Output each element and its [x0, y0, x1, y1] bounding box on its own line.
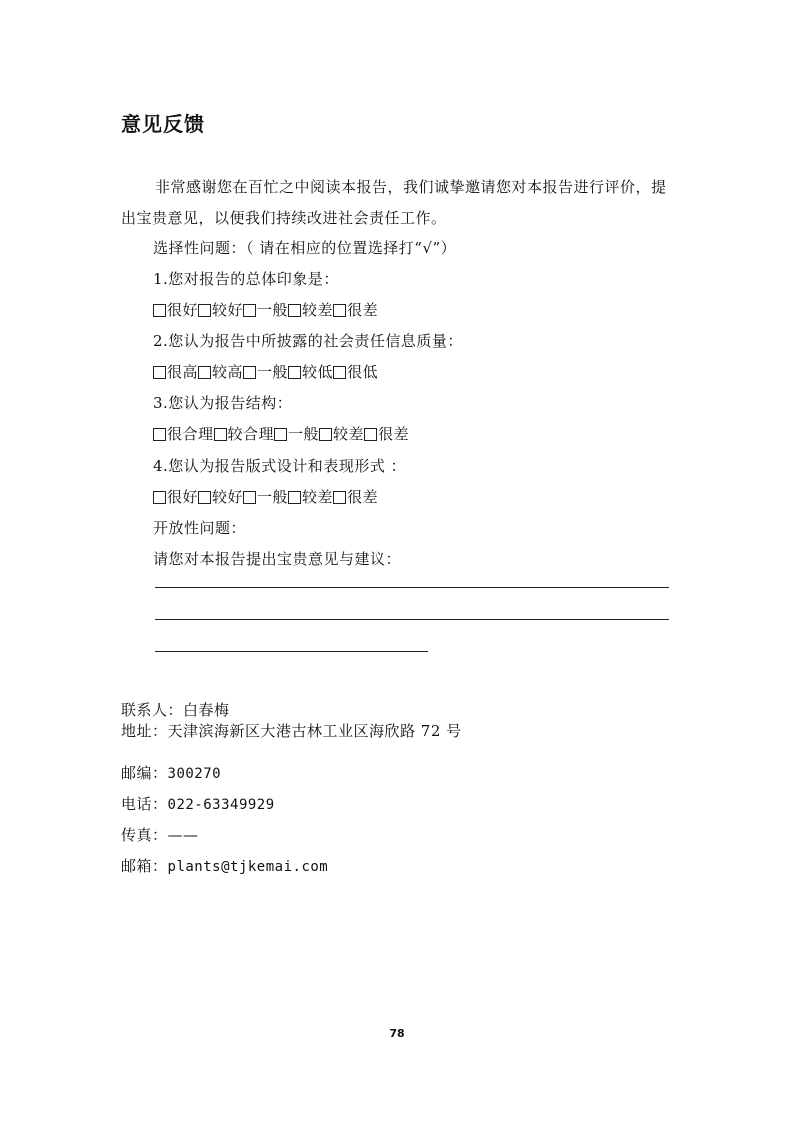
- answer-line[interactable]: [155, 619, 669, 620]
- option-checkbox[interactable]: 很差: [364, 424, 409, 444]
- contact-email: 邮箱：plants@tjkemai.com: [121, 857, 329, 875]
- question-1-options: [153, 300, 378, 322]
- checkbox-icon[interactable]: [243, 366, 256, 379]
- contact-fax: 传真：——: [121, 826, 199, 844]
- answer-line[interactable]: [155, 651, 428, 652]
- checkbox-icon[interactable]: [153, 491, 166, 504]
- question-4-options: [153, 487, 378, 509]
- checkbox-icon[interactable]: [198, 491, 211, 504]
- page-title: 意见反馈: [121, 112, 205, 136]
- option-checkbox[interactable]: 较差: [288, 300, 333, 320]
- contact-address: 地址：天津滨海新区大港古林工业区海欣路 72 号: [121, 722, 462, 740]
- option-checkbox[interactable]: 很合理: [153, 424, 214, 444]
- checkbox-icon[interactable]: [364, 428, 377, 441]
- answer-line[interactable]: [155, 587, 669, 588]
- checkbox-icon[interactable]: [274, 428, 287, 441]
- option-checkbox[interactable]: 较差: [288, 487, 333, 507]
- option-checkbox[interactable]: 很差: [333, 487, 378, 507]
- question-2-options: [153, 362, 378, 384]
- contact-postcode: 邮编：300270: [121, 764, 222, 782]
- question-3-text: 3.您认为报告结构：: [153, 394, 293, 412]
- checkbox-icon[interactable]: [319, 428, 332, 441]
- option-checkbox[interactable]: 一般: [243, 362, 288, 382]
- checkbox-icon[interactable]: [153, 428, 166, 441]
- checkbox-icon[interactable]: [333, 304, 346, 317]
- checkbox-icon[interactable]: [333, 491, 346, 504]
- page-number: 78: [389, 1027, 405, 1040]
- contact-person: 联系人：白春梅: [121, 701, 230, 719]
- option-checkbox[interactable]: 较合理: [214, 424, 275, 444]
- checkbox-icon[interactable]: [288, 304, 301, 317]
- open-question-prompt: 请您对本报告提出宝贵意见与建议：: [153, 550, 402, 568]
- question-2-text: 2.您认为报告中所披露的社会责任信息质量：: [153, 332, 463, 350]
- checkbox-icon[interactable]: [333, 366, 346, 379]
- option-checkbox[interactable]: 很高: [153, 362, 198, 382]
- checkbox-icon[interactable]: [243, 491, 256, 504]
- option-checkbox[interactable]: 很差: [333, 300, 378, 320]
- open-questions-heading: 开放性问题：: [153, 519, 247, 537]
- option-checkbox[interactable]: 较低: [288, 362, 333, 382]
- checkbox-icon[interactable]: [198, 366, 211, 379]
- checkbox-icon[interactable]: [288, 366, 301, 379]
- question-4-text: 4.您认为报告版式设计和表现形式 ：: [153, 457, 407, 475]
- closed-questions-heading: 选择性问题：（ 请在相应的位置选择打“√”）: [153, 239, 457, 257]
- option-checkbox[interactable]: 较好: [198, 300, 243, 320]
- option-checkbox[interactable]: 一般: [243, 300, 288, 320]
- question-3-options: [153, 424, 409, 446]
- checkbox-icon[interactable]: [214, 428, 227, 441]
- checkbox-icon[interactable]: [153, 304, 166, 317]
- option-checkbox[interactable]: 较好: [198, 487, 243, 507]
- intro-paragraph: 非常感谢您在百忙之中阅读本报告，我们诚挚邀请您对本报告进行评价，提出宝贵意见，以便我们持续改进社会责任工作。: [121, 178, 667, 227]
- checkbox-icon[interactable]: [288, 491, 301, 504]
- option-checkbox[interactable]: 较高: [198, 362, 243, 382]
- question-1-text: 1.您对报告的总体印象是：: [153, 270, 339, 288]
- option-checkbox[interactable]: 一般: [243, 487, 288, 507]
- checkbox-icon[interactable]: [153, 366, 166, 379]
- option-checkbox[interactable]: 很好: [153, 300, 198, 320]
- checkbox-icon[interactable]: [198, 304, 211, 317]
- option-checkbox[interactable]: 很好: [153, 487, 198, 507]
- contact-phone: 电话：022-63349929: [121, 795, 275, 813]
- checkbox-icon[interactable]: [243, 304, 256, 317]
- option-checkbox[interactable]: 一般: [274, 424, 319, 444]
- option-checkbox[interactable]: 很低: [333, 362, 378, 382]
- option-checkbox[interactable]: 较差: [319, 424, 364, 444]
